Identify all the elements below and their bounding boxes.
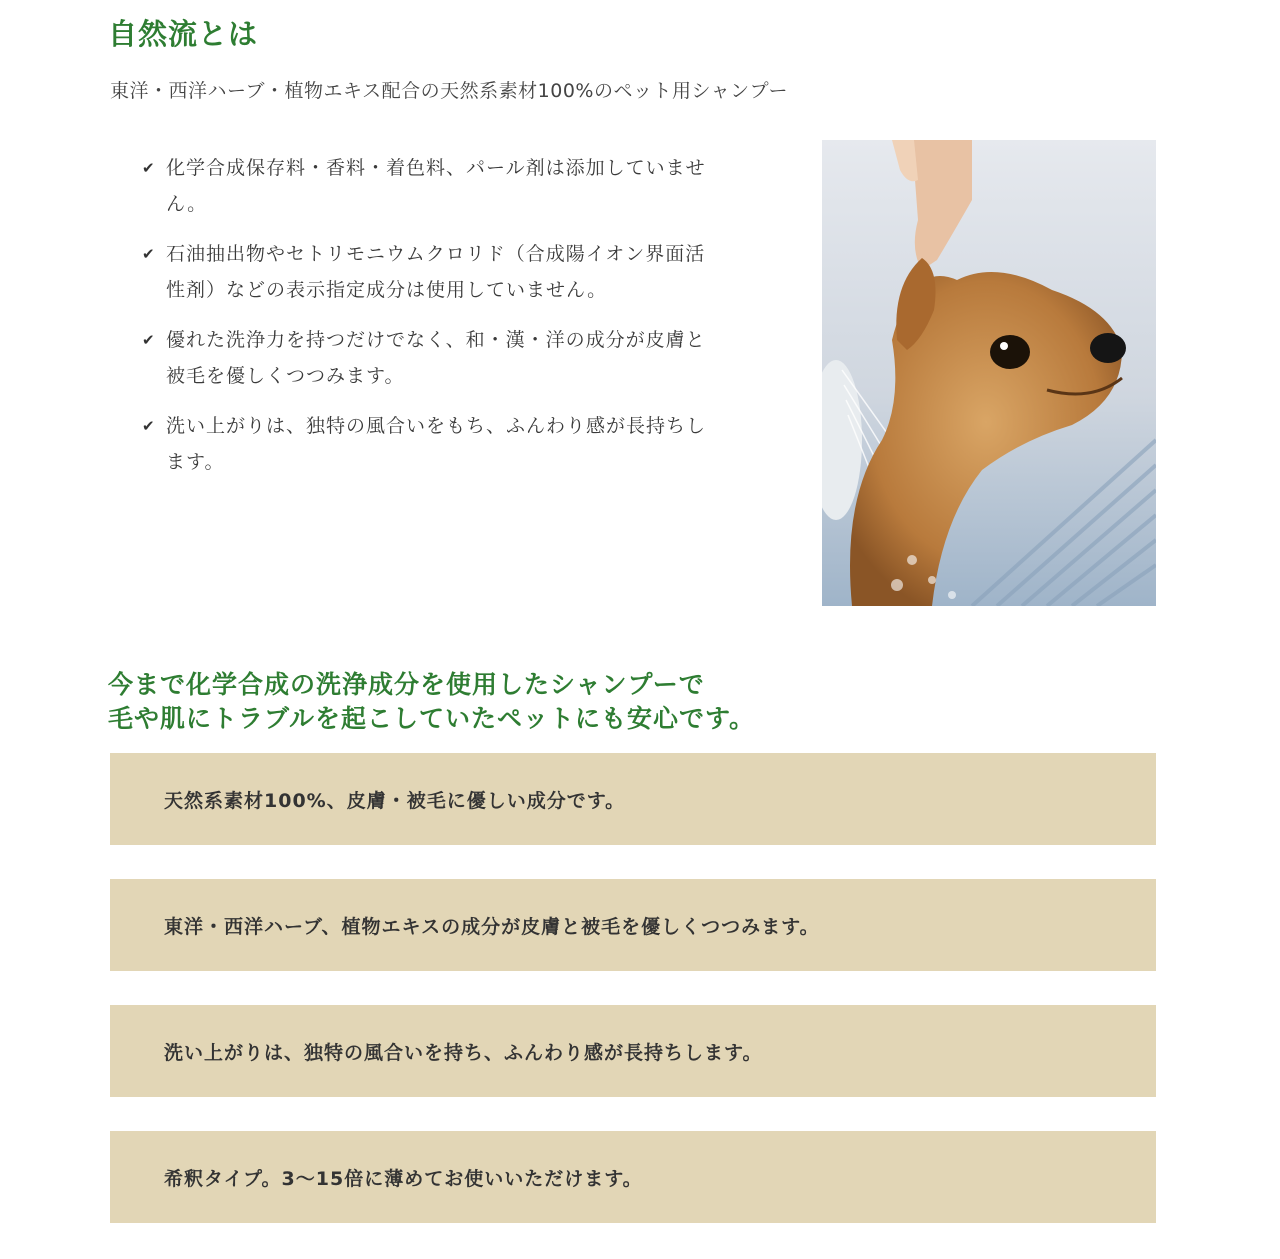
- checklist-text-line1: 優れた洗浄力を持つだけでなく、和・漢・洋の成分が皮膚と: [166, 329, 706, 351]
- check-icon: ✔: [142, 245, 156, 263]
- page-subtitle: 東洋・西洋ハーブ・植物エキス配合の天然系素材100%のペット用シャンプー: [110, 80, 789, 102]
- check-icon: ✔: [142, 417, 156, 435]
- headline-line2: 毛や肌にトラブルを起こしていたペットにも安心です。: [108, 704, 756, 733]
- checklist-item: [140, 236, 780, 308]
- checklist-text-line1: 石油抽出物やセトリモニウムクロリド（合成陽イオン界面活: [166, 243, 706, 265]
- feature-box: 洗い上がりは、独特の風合いを持ち、ふんわり感が長持ちします。: [110, 1005, 1156, 1097]
- page-title: 自然流とは: [108, 17, 259, 51]
- feature-box: 東洋・西洋ハーブ、植物エキスの成分が皮膚と被毛を優しくつつみます。: [110, 879, 1156, 971]
- check-icon: ✔: [142, 331, 156, 349]
- checklist-text-line1: 洗い上がりは、独特の風合いをもち、ふんわり感が長持ちし: [166, 415, 707, 437]
- checklist-text-line2: 被毛を優しくつつみます。: [166, 365, 405, 387]
- feature-box: 天然系素材100%、皮膚・被毛に優しい成分です。: [110, 753, 1156, 845]
- checklist-item: [140, 150, 780, 222]
- dog-shower-photo: [822, 140, 1156, 606]
- check-icon: ✔: [142, 159, 156, 177]
- checklist-text-line2: ん。: [166, 193, 208, 215]
- feature-checklist: [140, 150, 780, 494]
- checklist-text-line2: ます。: [166, 451, 225, 473]
- headline: [108, 668, 755, 736]
- checklist-text-line1: 化学合成保存料・香料・着色料、パール剤は添加していませ: [166, 157, 706, 179]
- checklist-item: [140, 408, 780, 480]
- feature-box: 希釈タイプ。3～15倍に薄めてお使いいただけます。: [110, 1131, 1156, 1223]
- checklist-text-line2: 性剤）などの表示指定成分は使用していません。: [166, 279, 608, 301]
- checklist-item: [140, 322, 780, 394]
- headline-line1: 今まで化学合成の洗浄成分を使用したシャンプーで: [108, 670, 705, 699]
